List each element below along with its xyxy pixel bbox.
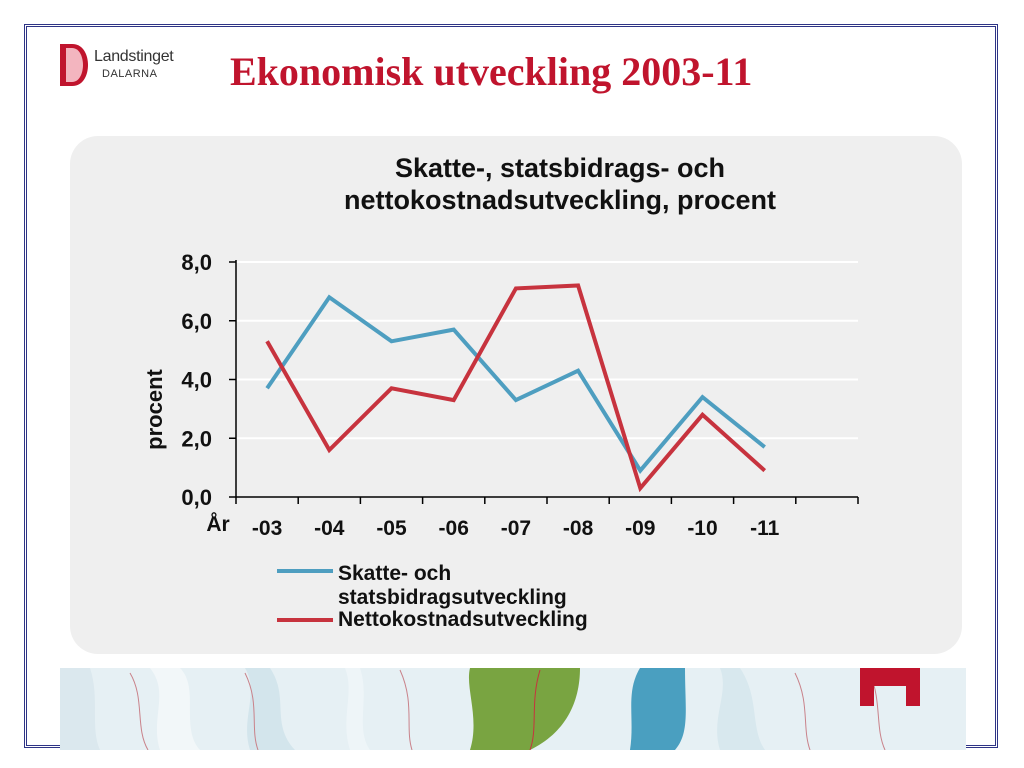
y-tick-label: 2,0: [181, 426, 212, 452]
decorative-footer-banner: [60, 668, 966, 750]
x-tick-label: -03: [251, 517, 283, 540]
x-tick-label: -11: [750, 517, 780, 540]
chart-title-line1: Skatte-, statsbidrags- och: [394, 153, 726, 183]
logo-line2: DALARNA: [102, 68, 158, 80]
legend-label-series1: [338, 562, 567, 610]
y-tick-label: 0,0: [181, 485, 212, 510]
legend-label-series2: [338, 608, 588, 632]
y-tick-label: 6,0: [181, 308, 212, 334]
x-tick-label: -06: [438, 517, 469, 540]
y-tick-label: 8,0: [181, 250, 212, 275]
x-tick-label: -04: [314, 517, 345, 540]
x-axis-label: År: [206, 513, 230, 536]
x-tick-label: -10: [687, 517, 718, 540]
logo-line1: Landstinget: [94, 48, 174, 65]
y-tick-label: 4,0: [181, 367, 212, 393]
x-tick-label: -08: [562, 517, 594, 540]
y-axis-label: procent: [142, 369, 167, 450]
series-line-1: [267, 297, 765, 470]
legend-label-series1-line1: Skatte- och: [338, 562, 452, 585]
legend-label-series2-line1: Nettokostnadsutveckling: [338, 608, 588, 631]
series-line-2: [267, 286, 765, 489]
page-title: Ekonomisk utveckling 2003-11: [230, 49, 753, 94]
x-tick-label: -09: [625, 517, 656, 540]
legend-label-series1-line2: statsbidragsutveckling: [338, 586, 567, 609]
chart-title-line2: nettokostnadsutveckling, procent: [343, 185, 777, 215]
x-tick-label: -07: [500, 517, 532, 540]
x-tick-label: -05: [376, 517, 407, 540]
